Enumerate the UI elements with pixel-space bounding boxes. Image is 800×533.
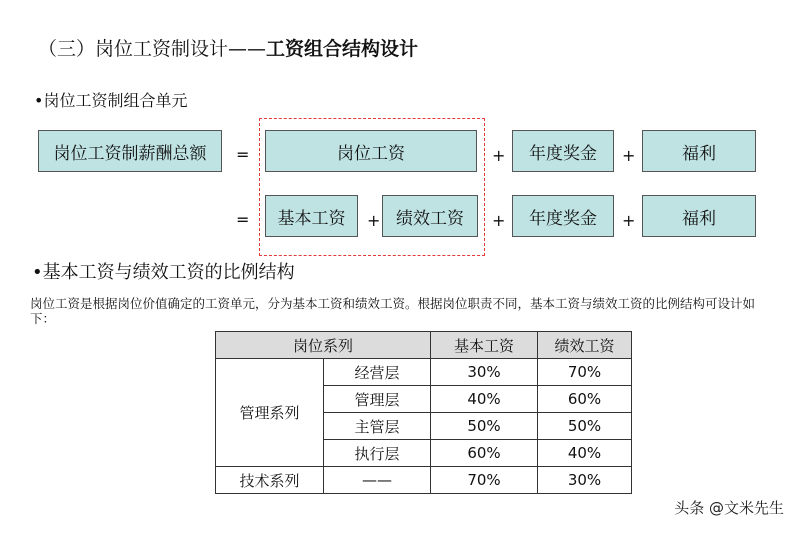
welfare-box: 福利 [642, 130, 756, 172]
level-cell: 执行层 [324, 440, 431, 467]
section-heading-ratio: •基本工资与绩效工资的比例结构 [32, 262, 295, 283]
perf-cell: 50% [538, 413, 632, 440]
header-performance-salary: 绩效工资 [538, 332, 632, 359]
plus-sign: + [622, 146, 636, 165]
perf-cell: 60% [538, 386, 632, 413]
table-row [216, 467, 632, 494]
equals-sign: = [236, 210, 250, 229]
page-title: （三）岗位工资制设计——工资组合结构设计 [38, 38, 419, 60]
description-text: 岗位工资是根据岗位价值确定的工资单元，分为基本工资和绩效工资。根据岗位职责不同，基本工资与绩效工资的比例结构可设计如下： [30, 296, 756, 326]
perf-cell: 30% [538, 467, 632, 494]
plus-sign: + [492, 146, 506, 165]
base-salary-box: 基本工资 [265, 195, 358, 237]
table-row [216, 359, 632, 386]
position-salary-box: 岗位工资 [265, 130, 477, 172]
welfare-box: 福利 [642, 195, 756, 237]
header-base-salary: 基本工资 [431, 332, 538, 359]
performance-salary-box: 绩效工资 [382, 195, 478, 237]
group-technical: 技术系列 [216, 467, 324, 494]
base-cell: 70% [431, 467, 538, 494]
annual-bonus-box: 年度奖金 [512, 195, 614, 237]
total-salary-box: 岗位工资制薪酬总额 [38, 130, 222, 172]
base-cell: 60% [431, 440, 538, 467]
base-cell: 30% [431, 359, 538, 386]
annual-bonus-box: 年度奖金 [512, 130, 614, 172]
plus-sign: + [367, 211, 381, 230]
level-cell: 经营层 [324, 359, 431, 386]
section-heading-composition: •岗位工资制组合单元 [34, 91, 188, 110]
plus-sign: + [622, 211, 636, 230]
watermark-credit: 头条 @文米先生 [674, 499, 784, 517]
table-header-row [216, 332, 632, 359]
perf-cell: 40% [538, 440, 632, 467]
header-position-series: 岗位系列 [216, 332, 431, 359]
group-management: 管理系列 [216, 359, 324, 467]
level-cell: 管理层 [324, 386, 431, 413]
base-cell: 40% [431, 386, 538, 413]
equals-sign: = [236, 145, 250, 164]
level-cell: 主管层 [324, 413, 431, 440]
perf-cell: 70% [538, 359, 632, 386]
level-cell: —— [324, 467, 431, 494]
base-cell: 50% [431, 413, 538, 440]
ratio-table [215, 331, 632, 494]
plus-sign: + [492, 211, 506, 230]
